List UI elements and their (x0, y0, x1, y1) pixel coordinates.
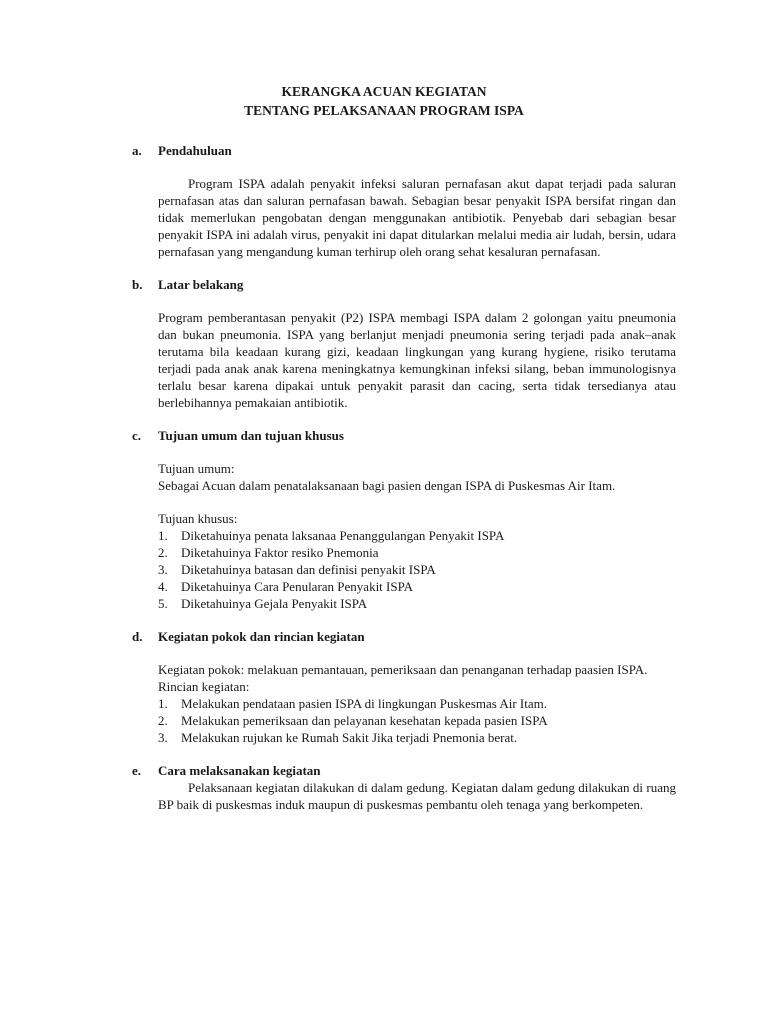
list-item-number: 1. (158, 696, 168, 711)
section-b-heading (132, 276, 676, 293)
list-item-text: Melakukan pendataan pasien ISPA di lingkungan Puskesmas Air Itam. (181, 696, 547, 711)
list-item-text: Melakukan rujukan ke Rumah Sakit Jika terjadi Pnemonia berat. (181, 730, 518, 745)
section-e-letter: e. (132, 763, 142, 778)
section-b-paragraph: Program pemberantasan penyakit (P2) ISPA membagi ISPA dalam 2 golongan yaitu pneumonia dan bukan pneumonia. ISPA yang berlanjut menjadi pneumonia sering terjadi pada anak–anak terutama bila keadaan kurang gizi, keadaan lingkungan yang kurang hygiene, risiko terutama terjadi pada anak anak karena meningkatnya kemungkinan infeksi silang, beban immunologisnya terlalu besar karena dipakai untuk penyakit parasit dan cacing, serta tidak tersedianya atau berlebihannya pemakaian antibiotik. (158, 310, 676, 410)
activity-details-label: Rincian kegiatan: (158, 679, 250, 694)
list-item-text: Diketahuinya penata laksanaa Penanggulangan Penyakit ISPA (181, 528, 505, 543)
section-d-letter: d. (132, 629, 143, 644)
section-a-paragraph: Program ISPA adalah penyakit infeksi saluran pernafasan akut dapat terjadi pada saluran pernafasan atas dan saluran pernafasan bawah. Sebagian besar penyakit ISPA bersifat ringan dan tidak memerlukan pengobatan dengan menggunakan antibiotik. Penyebab dari sebagian besar penyakit ISPA ini adalah virus, penyakit ini dapat ditularkan melalui media air ludah, bersin, udara pernafasan yang mengandung kuman terhirup oleh orang sehat kesaluran pernafasan. (158, 176, 676, 259)
list-item-number: 3. (158, 730, 168, 745)
title-line-2: TENTANG PELAKSANAAN PROGRAM ISPA (244, 103, 524, 118)
specific-objectives-label: Tujuan khusus: (158, 511, 238, 526)
section-e-title: Cara melaksanakan kegiatan (158, 763, 321, 778)
list-item-text: Diketahuinya batasan dan definisi penyakit ISPA (181, 562, 436, 577)
list-item (158, 695, 676, 712)
list-item (158, 544, 676, 561)
section-d-body (158, 661, 676, 746)
section-e-heading (132, 762, 676, 779)
section-e-paragraph: Pelaksanaan kegiatan dilakukan di dalam gedung. Kegiatan dalam gedung dilakukan di ruang BP baik di puskesmas induk maupun di puskesmas pembantu oleh tenaga yang berkompeten. (158, 780, 676, 812)
section-a-letter: a. (132, 143, 142, 158)
list-item-number: 3. (158, 562, 168, 577)
list-item (158, 578, 676, 595)
section-c-title: Tujuan umum dan tujuan khusus (158, 428, 344, 443)
section-c-heading (132, 427, 676, 444)
list-item (158, 561, 676, 578)
list-item-text: Diketahuinya Gejala Penyakit ISPA (181, 596, 368, 611)
list-item (158, 729, 676, 746)
list-item-number: 4. (158, 579, 168, 594)
section-e-body (158, 779, 676, 813)
document-title (92, 82, 676, 120)
general-objective-label: Tujuan umum: (158, 461, 235, 476)
list-item-number: 5. (158, 596, 168, 611)
list-item (158, 595, 676, 612)
section-a-body (158, 175, 676, 260)
section-b-body (158, 309, 676, 411)
title-line-1: KERANGKA ACUAN KEGIATAN (281, 84, 487, 99)
section-d-heading (132, 628, 676, 645)
section-c-body (158, 460, 676, 612)
list-item-text: Diketahuinya Faktor resiko Pnemonia (181, 545, 379, 560)
section-b-letter: b. (132, 277, 143, 292)
list-item-number: 2. (158, 713, 168, 728)
list-item-text: Diketahuinya Cara Penularan Penyakit ISPA (181, 579, 414, 594)
list-item-text: Melakukan pemeriksaan dan pelayanan kesehatan kepada pasien ISPA (181, 713, 548, 728)
specific-objectives-list (158, 527, 676, 612)
section-b-title: Latar belakang (158, 277, 244, 292)
list-item-number: 1. (158, 528, 168, 543)
list-item-number: 2. (158, 545, 168, 560)
general-objective-text: Sebagai Acuan dalam penatalaksanaan bagi pasien dengan ISPA di Puskesmas Air Itam. (158, 478, 616, 493)
section-d-title: Kegiatan pokok dan rincian kegiatan (158, 629, 365, 644)
list-item (158, 712, 676, 729)
section-a-heading (132, 142, 676, 159)
section-a-title: Pendahuluan (158, 143, 232, 158)
activity-details-list (158, 695, 676, 746)
section-c-letter: c. (132, 428, 142, 443)
main-activity-text: Kegiatan pokok: melakuan pemantauan, pemeriksaan dan penanganan terhadap paasien ISPA. (158, 662, 648, 677)
list-item (158, 527, 676, 544)
